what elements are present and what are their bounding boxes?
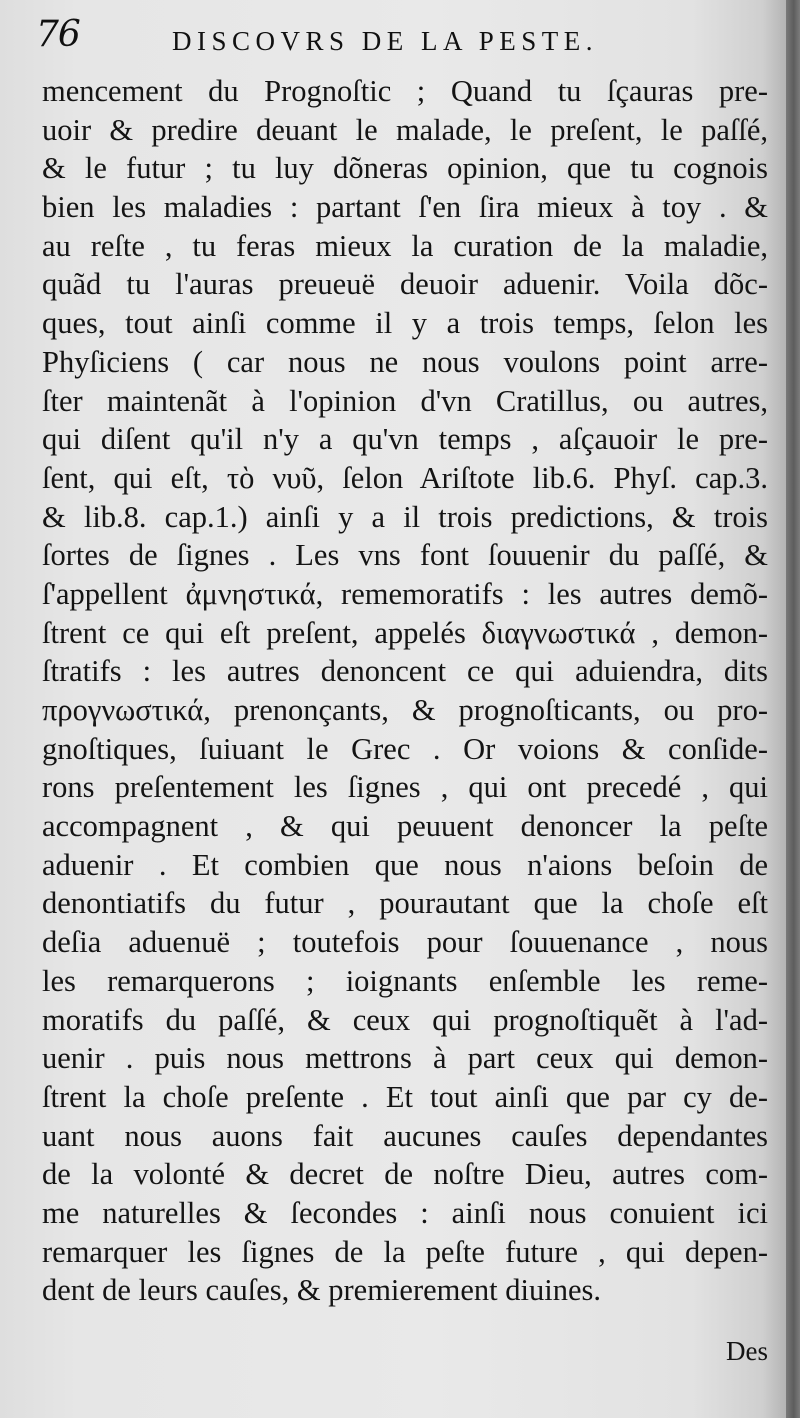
text-line: aduenir . Et combien que nous n'aions beſoin de	[42, 847, 768, 882]
text-line: & le futur ; tu luy dõneras opinion, que tu cognois	[42, 151, 768, 186]
text-line: & lib.8. cap.1.) ainſi y a il trois predictions, & trois	[42, 499, 768, 534]
text-line: denontiatifs du futur , pourautant que la choſe eſt	[42, 886, 768, 921]
text-line: ques, tout ainſi comme il y a trois temps, ſelon les	[42, 306, 768, 341]
text-line: rons preſentement les ſignes , qui ont precedé , qui	[42, 770, 768, 805]
text-line: ſortes de ſignes . Les vns font ſouuenir du paſſé, &	[42, 538, 768, 573]
text-line: ſtratifs : les autres denoncent ce qui aduiendra, dits	[42, 654, 768, 689]
text-line: moratifs du paſſé, & ceux qui prognoſtiquẽt à l'ad-	[42, 1002, 768, 1037]
text-line: me naturelles & ſecondes : ainſi nous conuient ici	[42, 1195, 768, 1230]
catchword: Des	[726, 1336, 768, 1366]
running-head: DISCOVRS DE LA PESTE.	[172, 26, 599, 56]
text-line: remarquer les ſignes de la peſte future , qui depen-	[42, 1234, 768, 1269]
page-edge-shadow	[786, 0, 800, 1418]
text-line: ſent, qui eſt, τὸ νυῦ, ſelon Ariſtote lib.6. Phyſ. cap.3.	[42, 460, 768, 495]
text-line: deſia aduenuë ; toutefois pour ſouuenance , nous	[42, 925, 768, 960]
text-line: mencement du Prognoſtic ; Quand tu ſçauras pre-	[42, 74, 768, 108]
text-line: προγνωστικά, prenonçants, & prognoſticants, ou pro-	[42, 693, 768, 727]
text-line: uant nous auons fait aucunes cauſes dependantes	[42, 1118, 768, 1153]
text-line: ſtrent ce qui eſt preſent, appelés διαγνωστικά , demon-	[42, 615, 768, 650]
text-line: quãd tu l'auras preueuë deuoir aduenir. Voila dõc-	[42, 267, 768, 302]
text-line: ſter maintenãt à l'opinion d'vn Cratillus, ou autres,	[42, 383, 768, 418]
text-line: au reſte , tu feras mieux la curation de la maladie,	[42, 228, 768, 263]
body-text	[42, 72, 768, 1310]
text-line: ſtrent la choſe preſente . Et tout ainſi que par cy de-	[42, 1079, 768, 1114]
text-line: bien les maladies : partant ſ'en ſira mieux à toy . &	[42, 190, 768, 225]
text-line: qui diſent qu'il n'y a qu'vn temps , aſçauoir le pre-	[42, 422, 768, 457]
page-number: 76	[36, 14, 80, 55]
text-line: uoir & predire deuant le malade, le preſent, le paſſé,	[42, 112, 768, 147]
text-line: Phyſiciens ( car nous ne nous voulons point arre-	[42, 344, 768, 379]
text-line: ſ'appellent ἀμνηστικά, rememoratifs : les autres demõ-	[42, 576, 768, 611]
text-line: de la volonté & decret de noſtre Dieu, autres com-	[42, 1157, 768, 1192]
text-line: accompagnent , & qui peuuent denoncer la peſte	[42, 809, 768, 844]
text-line: gnoſtiques, ſuiuant le Grec . Or voions & conſide-	[42, 731, 768, 766]
text-line: uenir . puis nous mettrons à part ceux qui demon-	[42, 1041, 768, 1076]
text-line: dent de leurs cauſes, & premierement diuines.	[42, 1273, 601, 1308]
text-line: les remarquerons ; ioignants enſemble les reme-	[42, 963, 768, 998]
